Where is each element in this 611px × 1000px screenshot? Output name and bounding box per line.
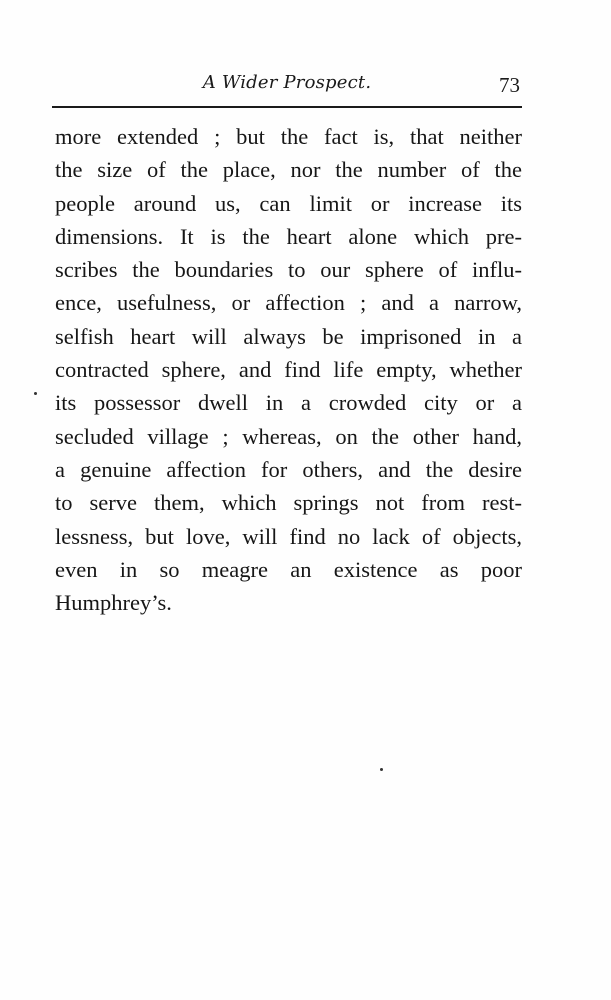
text-line: ence, usefulness, or affection ; and a narrow, [55,290,522,316]
running-head [52,72,522,102]
header-rule [52,106,522,108]
text-line: dimensions. It is the heart alone which pre- [55,223,522,249]
text-line: Humphrey’s. [55,590,172,616]
text-line: its possessor dwell in a crowded city or a [55,390,522,416]
text-line: contracted sphere, and find life empty, whether [55,357,522,383]
text-line: the size of the place, nor the number of the [55,157,522,183]
text-line: selfish heart will always be imprisoned in a [55,323,522,349]
body-paragraph [55,120,522,619]
ink-speck [380,768,383,771]
text-line: people around us, can limit or increase its [55,190,522,216]
text-line: more extended ; but the fact is, that neither [55,124,522,149]
text-line: to serve them, which springs not from rest- [55,490,522,516]
text-line: a genuine affection for others, and the desire [55,456,522,482]
text-line: scribes the boundaries to our sphere of influ- [55,257,522,283]
page-number: 73 [499,73,520,97]
text-line: secluded village ; whereas, on the other hand, [55,423,522,449]
running-title: A Wider Prospect. [202,72,372,93]
ink-speck [34,392,37,395]
text-line: even in so meagre an existence as poor [55,556,522,582]
text-line: lessness, but love, will find no lack of objects, [55,523,522,549]
